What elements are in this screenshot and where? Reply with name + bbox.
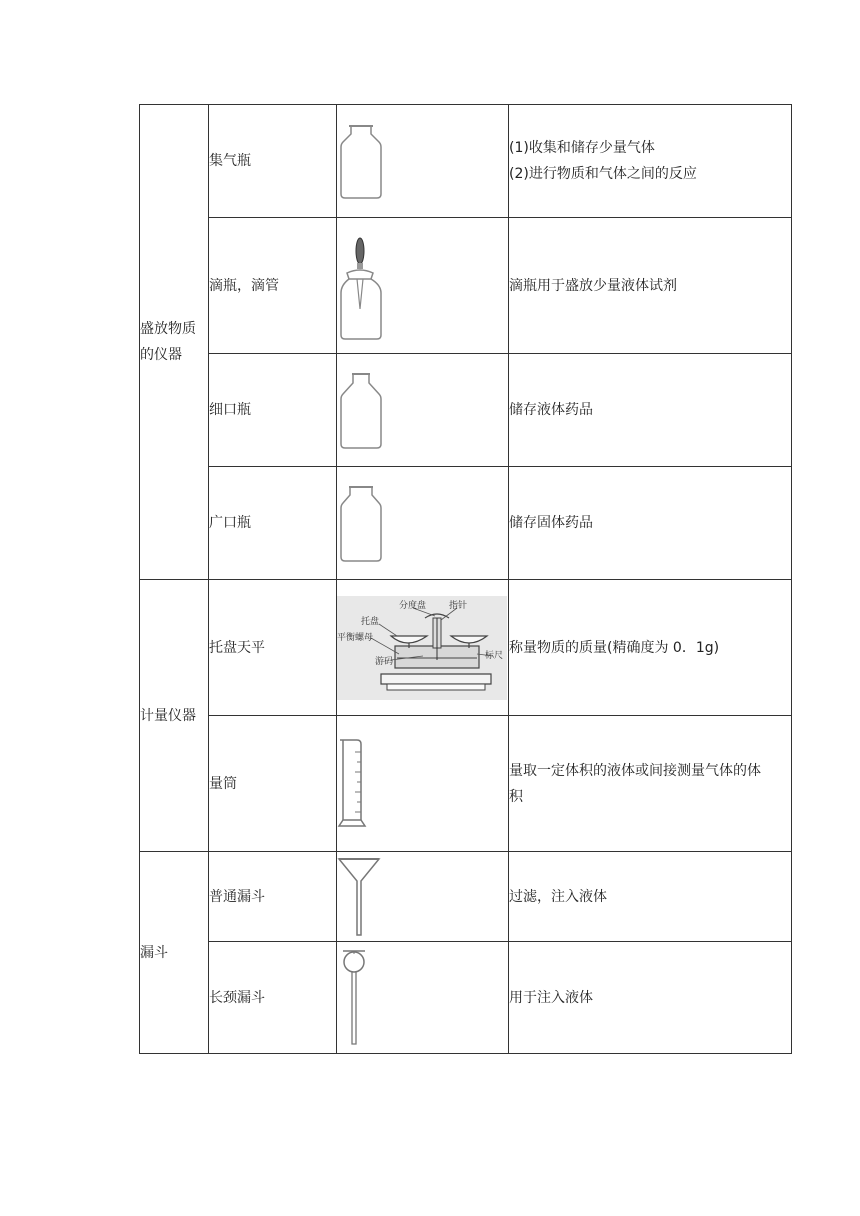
instrument-name: 集气瓶 — [209, 105, 337, 218]
funnel-icon — [337, 855, 381, 939]
category-cell — [140, 852, 209, 1054]
usage-text: 量取一定体积的液体或间接测量气体的体 — [509, 762, 761, 779]
diagram-label: 指针 — [449, 600, 468, 611]
instrument-image-cell — [337, 467, 509, 580]
instrument-table — [139, 104, 792, 1054]
instrument-image-cell — [337, 716, 509, 852]
category-cell — [140, 580, 209, 852]
gas-collecting-bottle-icon — [337, 122, 385, 200]
table-row — [140, 467, 792, 580]
instrument-name: 普通漏斗 — [209, 852, 337, 942]
usage-text: 称量物质的质量(精确度为 0．1g) — [509, 639, 720, 656]
usage-text: 过滤，注入液体 — [509, 888, 607, 905]
instrument-name: 托盘天平 — [209, 580, 337, 716]
table-row — [140, 942, 792, 1054]
diagram-label: 分度盘 — [399, 600, 427, 611]
table-row — [140, 218, 792, 354]
graduated-cylinder-icon — [337, 738, 367, 830]
narrow-mouth-bottle-icon — [337, 370, 385, 450]
long-neck-funnel-icon — [337, 948, 371, 1048]
category-label: 计量仪器 — [140, 707, 196, 724]
usage-text: 储存液体药品 — [509, 402, 593, 418]
table-row — [140, 852, 792, 942]
tray-balance-icon — [337, 596, 507, 700]
wide-mouth-bottle-icon — [337, 483, 385, 563]
usage-cell — [509, 942, 792, 1054]
instrument-image-cell — [337, 942, 509, 1054]
table-row — [140, 580, 792, 716]
table-row — [140, 716, 792, 852]
instrument-name: 长颈漏斗 — [209, 942, 337, 1054]
instrument-image-cell — [337, 580, 509, 716]
table-row — [140, 105, 792, 218]
table-row — [140, 354, 792, 467]
category-label: 盛放物质 — [140, 321, 196, 337]
instrument-image-cell — [337, 354, 509, 467]
instrument-name: 细口瓶 — [209, 354, 337, 467]
instrument-image-cell — [337, 218, 509, 354]
category-cell — [140, 105, 209, 580]
usage-text: 积 — [509, 788, 523, 805]
usage-text: (1)收集和储存少量气体 — [509, 140, 655, 156]
category-label: 的仪器 — [140, 347, 182, 363]
diagram-label: 托盘 — [361, 616, 380, 627]
usage-cell — [509, 218, 792, 354]
usage-cell — [509, 354, 792, 467]
usage-text: 滴瓶用于盛放少量液体试剂 — [509, 277, 677, 294]
usage-cell — [509, 716, 792, 852]
usage-text: (2)进行物质和气体之间的反应 — [509, 166, 697, 182]
diagram-label: 标尺 — [485, 650, 504, 661]
instrument-image-cell — [337, 105, 509, 218]
instrument-name: 滴瓶，滴管 — [209, 218, 337, 354]
category-label: 漏斗 — [140, 944, 168, 961]
usage-cell — [509, 467, 792, 580]
usage-cell — [509, 580, 792, 716]
usage-cell — [509, 105, 792, 218]
usage-text: 储存固体药品 — [509, 515, 593, 531]
instrument-name: 广口瓶 — [209, 467, 337, 580]
usage-cell — [509, 852, 792, 942]
usage-text: 用于注入液体 — [509, 989, 593, 1006]
dropper-bottle-icon — [337, 231, 385, 341]
diagram-label: 游码 — [375, 656, 394, 667]
instrument-name: 量筒 — [209, 716, 337, 852]
instrument-image-cell — [337, 852, 509, 942]
diagram-label: 平衡螺母 — [337, 632, 374, 643]
